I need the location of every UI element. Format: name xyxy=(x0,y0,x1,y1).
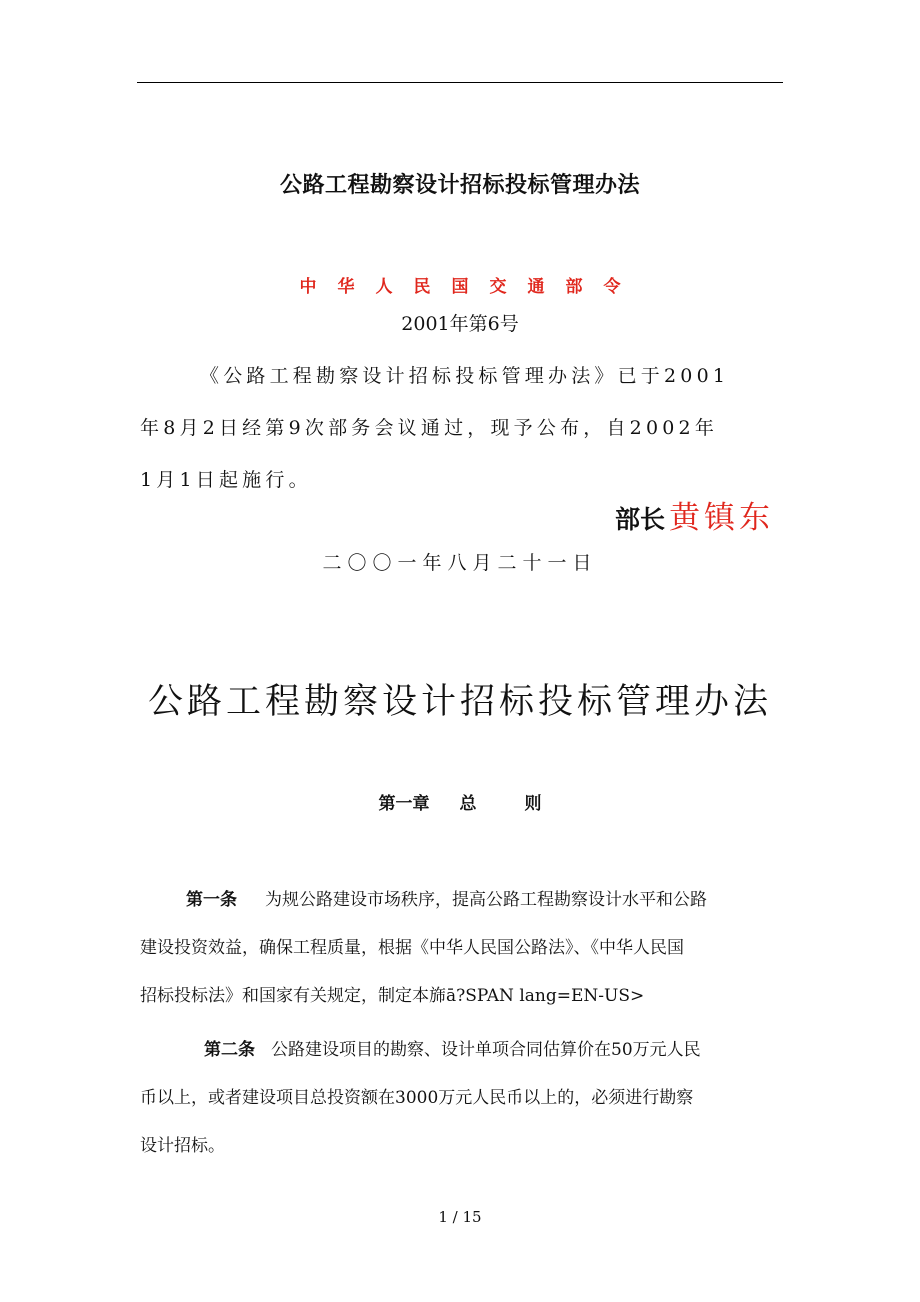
article-1 xyxy=(140,876,760,1020)
article-label: 第一条 xyxy=(186,890,237,910)
signature xyxy=(615,492,774,537)
page-number: 1 / 15 xyxy=(438,1208,482,1226)
decree-header: 中华人民国交通部令 xyxy=(299,277,642,297)
signature-title: 部长 xyxy=(614,505,665,534)
chapter-heading xyxy=(0,789,920,814)
decree-body-line: 年8月2日经第9次部务会议通过，现予公布，自2002年 xyxy=(140,417,719,439)
article-line: 建设投资效益，确保工程质量，根据《中华人民国公路法》、《中华人民国 xyxy=(140,938,684,958)
article-line xyxy=(140,876,760,924)
signature-name: 黄镇东 xyxy=(669,500,774,536)
main-title: 公路工程勘察设计招标投标管理办法 xyxy=(147,682,772,722)
chapter-name-part1: 总 xyxy=(459,794,477,814)
article-text: 公路建设项目的勘察、设计单项合同估算价在50万元人民 xyxy=(271,1040,701,1060)
chapter-name-part2: 则 xyxy=(524,794,542,814)
decree-date: 二〇〇一年八月二十一日 xyxy=(322,552,598,574)
decree-body xyxy=(140,350,780,506)
decree-number: 2001年第6号 xyxy=(401,313,519,335)
article-line: 设计招标。 xyxy=(140,1136,225,1156)
article-line: 币以上，或者建设项目总投资额在3000万元人民币以上的，必须进行勘察 xyxy=(140,1088,694,1108)
article-text: 为规公路建设市场秩序，提高公路工程勘察设计水平和公路 xyxy=(265,890,707,910)
article-2 xyxy=(140,1026,760,1170)
document-short-title: 公路工程勘察设计招标投标管理办法 xyxy=(279,172,640,198)
decree-body-line: 《公路工程勘察设计招标投标管理办法》已于2001 xyxy=(200,365,730,387)
article-line xyxy=(140,1026,760,1074)
article-line: 招标投标法》和国家有关规定，制定本旆ā?SPAN lang=EN-US> xyxy=(140,986,645,1006)
chapter-number: 第一章 xyxy=(378,794,430,814)
header-rule xyxy=(137,82,783,83)
article-label: 第二条 xyxy=(204,1040,255,1060)
decree-body-line: 1月1日起施行。 xyxy=(140,469,312,491)
